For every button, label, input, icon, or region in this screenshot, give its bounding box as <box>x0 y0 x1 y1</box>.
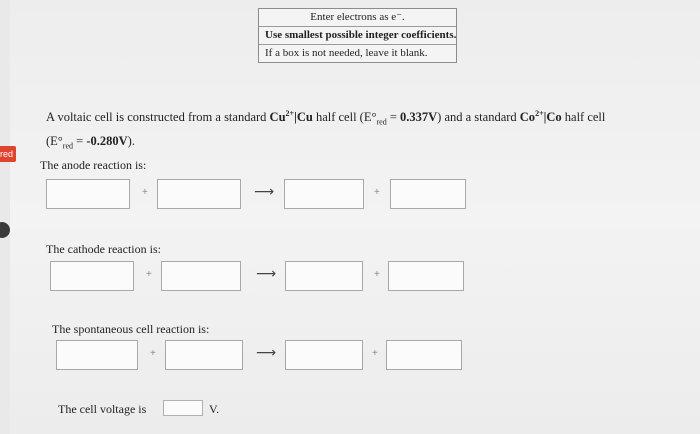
instruction-blank: If a box is not needed, leave it blank. <box>265 47 428 59</box>
cell-voltage-input[interactable] <box>163 400 203 416</box>
reaction-arrow-icon: ⟶ <box>254 184 275 200</box>
reaction-arrow-icon: ⟶ <box>256 345 277 361</box>
problem-text: = <box>386 110 401 125</box>
problem-text: (E° <box>46 133 63 148</box>
side-indicator-icon[interactable] <box>0 222 10 238</box>
spontaneous-product-2-input[interactable] <box>386 340 462 370</box>
spontaneous-product-1-input[interactable] <box>285 340 363 370</box>
voltage-label: The cell voltage is <box>58 402 147 416</box>
cathode-reactant-1-input[interactable] <box>50 261 134 291</box>
plus-sign: + <box>374 269 380 280</box>
cathode-label: The cathode reaction is: <box>46 242 161 256</box>
anode-label: The anode reaction is: <box>40 158 147 172</box>
spontaneous-reactant-1-input[interactable] <box>56 340 138 370</box>
plus-sign: + <box>146 269 152 280</box>
co-potential: -0.280V <box>86 133 128 148</box>
cu-potential: 0.337V <box>400 110 438 125</box>
side-status-tab[interactable]: red <box>0 146 16 162</box>
cu-ion: Cu <box>269 110 286 125</box>
cu-charge: 2+ <box>285 109 295 118</box>
spontaneous-reactant-2-input[interactable] <box>165 340 243 370</box>
problem-text: half cell (E° <box>312 110 377 125</box>
plus-sign: + <box>142 187 148 198</box>
anode-product-2-input[interactable] <box>390 179 466 209</box>
red-subscript: red <box>62 141 74 151</box>
cathode-product-2-input[interactable] <box>388 261 464 291</box>
anode-reactant-2-input[interactable] <box>157 179 241 209</box>
problem-text: ) and a standard <box>437 110 520 125</box>
red-subscript: red <box>376 117 387 127</box>
cu-metal: |Cu <box>294 110 313 125</box>
co-metal: |Co <box>543 110 562 125</box>
plus-sign: + <box>374 187 380 198</box>
instructions-box <box>258 8 457 63</box>
cathode-reactant-2-input[interactable] <box>161 261 241 291</box>
problem-sheet <box>10 0 700 434</box>
problem-text: A voltaic cell is constructed from a standard <box>46 110 270 125</box>
voltage-unit: V. <box>209 402 220 416</box>
co-ion: Co <box>519 110 536 125</box>
anode-reactant-1-input[interactable] <box>46 179 130 209</box>
problem-text: ). <box>127 133 135 148</box>
cathode-product-1-input[interactable] <box>285 261 363 291</box>
problem-text: half cell <box>561 110 606 125</box>
instruction-electrons: Enter electrons as e⁻. <box>259 9 456 27</box>
co-charge: 2+ <box>535 109 544 118</box>
spontaneous-label: The spontaneous cell reaction is: <box>52 322 210 336</box>
anode-product-1-input[interactable] <box>284 179 364 209</box>
plus-sign: + <box>150 348 156 359</box>
problem-statement <box>46 105 646 155</box>
reaction-arrow-icon: ⟶ <box>256 266 277 282</box>
problem-text: = <box>73 133 87 148</box>
instruction-coefficients: Use smallest possible integer coefficients. <box>259 27 456 45</box>
plus-sign: + <box>372 348 378 359</box>
